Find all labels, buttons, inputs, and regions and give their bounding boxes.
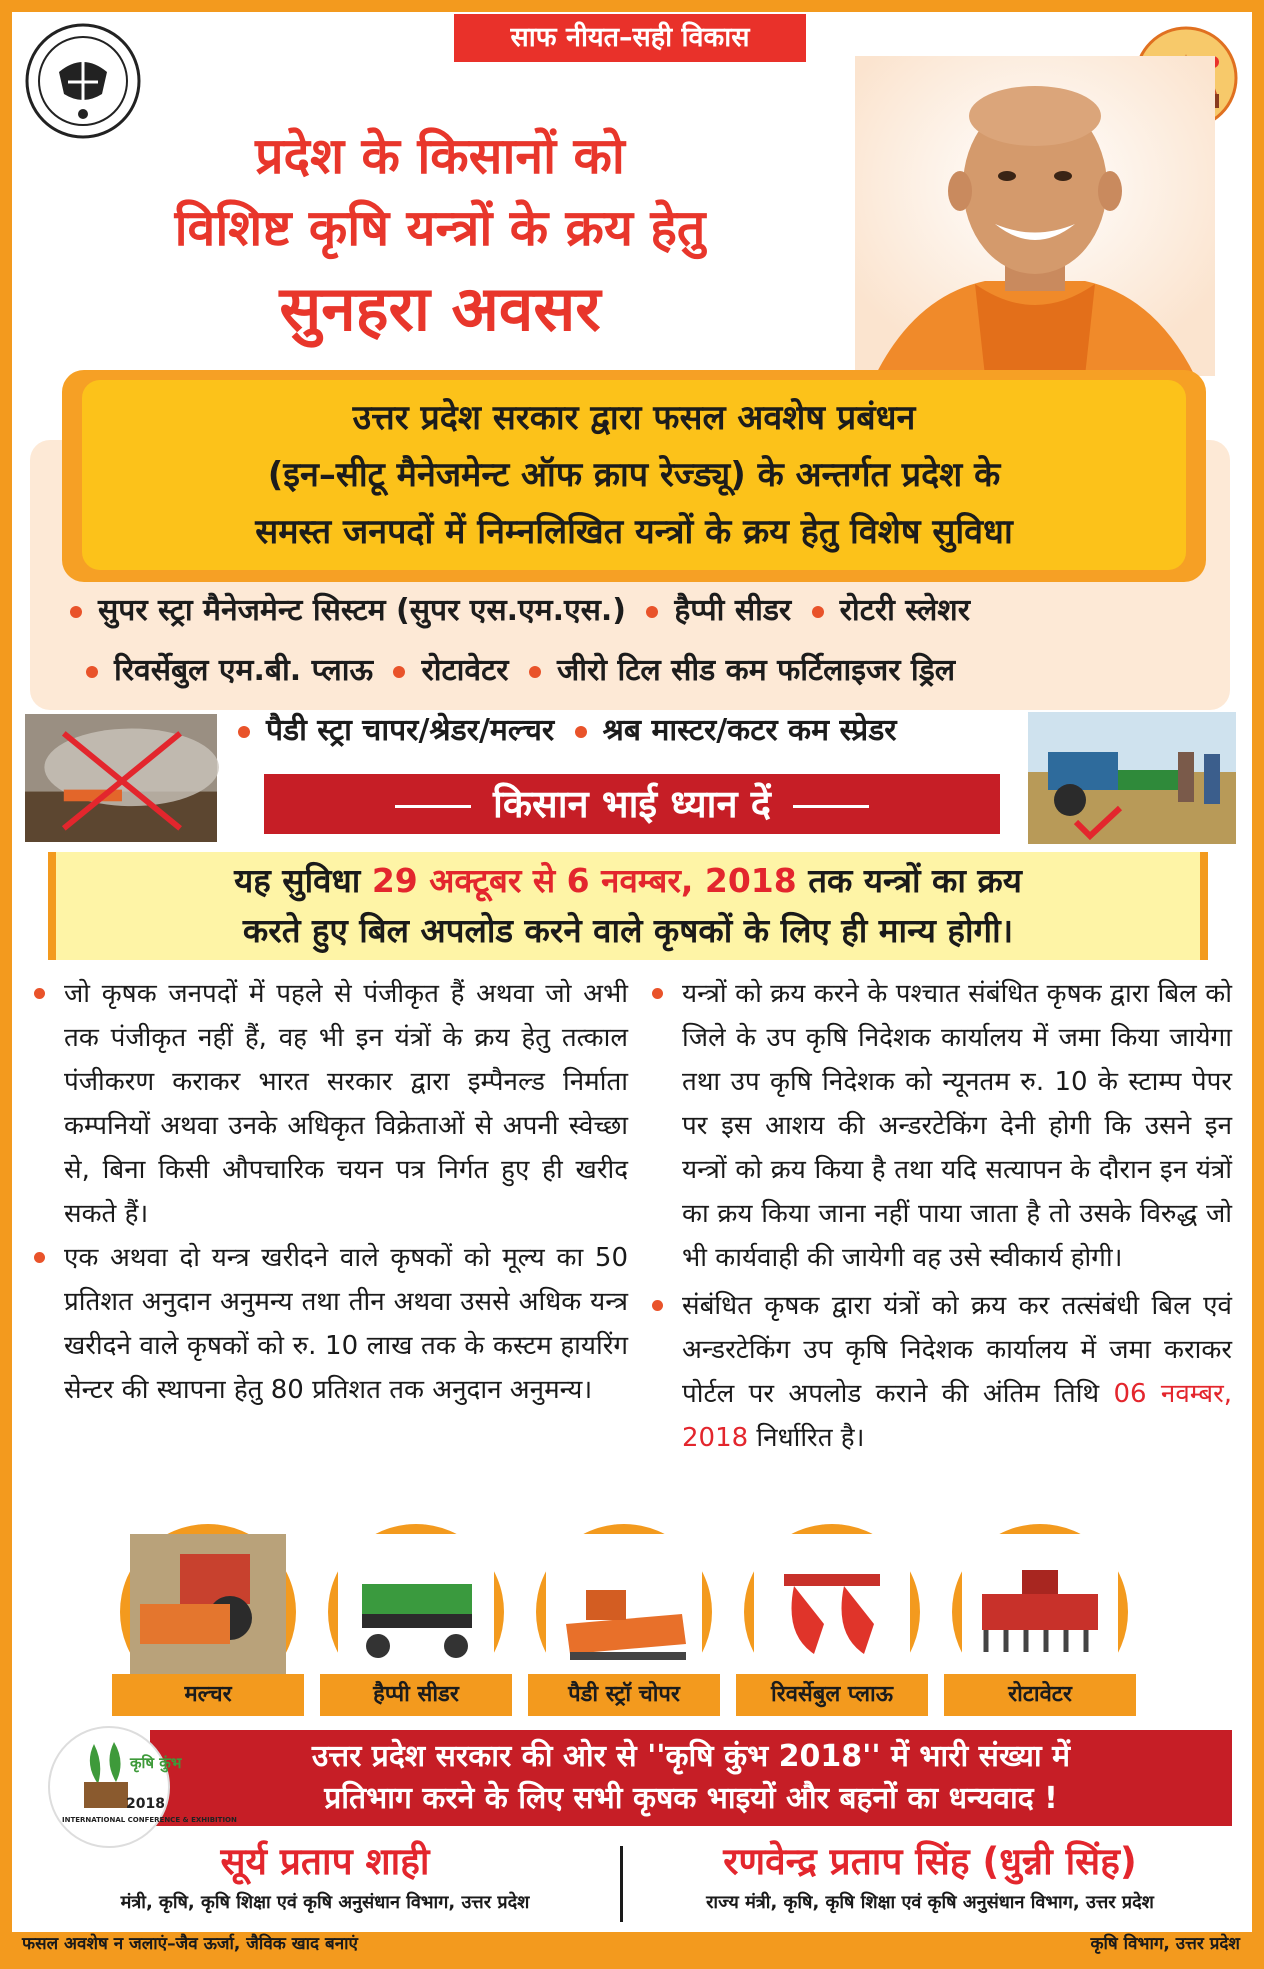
equipment-row-2 bbox=[76, 648, 955, 689]
minister-1 bbox=[40, 1836, 610, 1918]
bullet-icon bbox=[652, 988, 663, 999]
chief-minister-portrait bbox=[855, 56, 1215, 376]
bullet-icon bbox=[238, 726, 250, 738]
headline-line-1: प्रदेश के किसानों को bbox=[255, 127, 625, 185]
equipment-item: रोटरी स्लेशर bbox=[839, 593, 970, 628]
bullet-icon bbox=[529, 666, 541, 678]
equipment-item: पैडी स्ट्रा चापर/श्रेडर/मल्चर bbox=[266, 713, 555, 748]
scheme-line-1: उत्तर प्रदेश सरकार द्वारा फसल अवशेष प्रबंधन bbox=[352, 398, 916, 438]
validity-note bbox=[48, 852, 1208, 960]
validity-dates: 29 अक्टूबर से 6 नवम्बर, 2018 bbox=[371, 861, 797, 900]
minister-2 bbox=[630, 1836, 1230, 1918]
minister-name: रणवेन्द्र प्रताप सिंह (धुन्नी सिंह) bbox=[723, 1840, 1137, 1883]
machine-label: रोटावेटर bbox=[944, 1674, 1136, 1716]
deadline-date: 06 नवम्बर, 2018 bbox=[682, 1379, 1233, 1453]
equipment-item: रिवर्सेबुल एम.बी. प्लाऊ bbox=[114, 653, 374, 688]
thanks-line-1: उत्तर प्रदेश सरकार की ओर से ''कृषि कुंभ 2018'' में भारी संख्या में bbox=[311, 1739, 1071, 1774]
scheme-line-2: (इन–सीटू मैनेजमेन्ट ऑफ क्राप रेज्ड्यू) के अन्तर्गत प्रदेश के bbox=[267, 455, 1001, 495]
footer-slogan: फसल अवशेष न जलाएं–जैव ऊर्जा, जैविक खाद बनाएं bbox=[22, 1934, 358, 1954]
machine-label: हैप्पी सीडर bbox=[320, 1674, 512, 1716]
mulcher-icon bbox=[130, 1534, 286, 1690]
bullet-icon bbox=[34, 1252, 45, 1263]
rotavator-icon bbox=[962, 1534, 1118, 1690]
equipment-item: हैप्पी सीडर bbox=[674, 593, 792, 628]
machine-happy-seeder bbox=[328, 1524, 504, 1724]
thanks-line-2: प्रतिभाग करने के लिए सभी कृषक भाइयों और बहनों का धन्यवाद ! bbox=[324, 1781, 1058, 1816]
paddy-straw-chopper-icon bbox=[546, 1534, 702, 1690]
minister-designation: राज्य मंत्री, कृषि, कृषि शिक्षा एवं कृषि अनुसंधान विभाग, उत्तर प्रदेश bbox=[706, 1892, 1154, 1913]
farmers-attention-banner bbox=[264, 774, 1000, 834]
footer-department: कृषि विभाग, उत्तर प्रदेश bbox=[1090, 1934, 1240, 1954]
scheme-description bbox=[82, 380, 1186, 570]
validity-post: तक यन्त्रों का क्रय bbox=[796, 861, 1022, 900]
krishi-kumbh-2018-logo-icon bbox=[44, 1724, 237, 1850]
machine-paddy-straw-chopper bbox=[536, 1524, 712, 1724]
bullet-icon bbox=[70, 606, 82, 618]
krishi-logo-title: कृषि कुंभ bbox=[130, 1754, 182, 1772]
tractor-field-photo bbox=[1028, 712, 1236, 844]
decorative-line bbox=[793, 805, 869, 808]
thanks-banner bbox=[150, 1730, 1232, 1826]
headline-line-2: विशिष्ट कृषि यन्त्रों के क्रय हेतु bbox=[174, 199, 706, 257]
machine-label: मल्चर bbox=[112, 1674, 304, 1716]
krishi-logo-sub: INTERNATIONAL CONFERENCE & EXHIBITION bbox=[62, 1816, 237, 1824]
bullet-icon bbox=[652, 1300, 663, 1311]
machine-rotavator bbox=[952, 1524, 1128, 1724]
decorative-line bbox=[395, 805, 471, 808]
right-point-2: संबंधित कृषक द्वारा यंत्रों को क्रय कर तत्संबंधी बिल एवं अन्डरटेकिंग उप कृषि निदेशक कार्यालय में जमा कराकर पोर्टल पर अपलोड कराने की अंतिम तिथि 06 नवम्बर, 2018 निर्धारित है। bbox=[646, 1284, 1232, 1460]
bullet-icon bbox=[812, 606, 824, 618]
machine-mulcher bbox=[120, 1524, 296, 1724]
machine-label: पैडी स्ट्रॉ चोपर bbox=[528, 1674, 720, 1716]
minister-divider bbox=[620, 1846, 623, 1922]
left-column bbox=[28, 972, 628, 1412]
burning-stubble-photo bbox=[22, 712, 220, 844]
bullet-icon bbox=[34, 988, 45, 999]
equipment-item: रोटावेटर bbox=[421, 653, 509, 688]
equipment-item: श्रब मास्टर/कटर कम स्प्रेडर bbox=[602, 713, 897, 748]
left-point-2: एक अथवा दो यन्त्र खरीदने वाले कृषकों को मूल्य का 50 प्रतिशत अनुदान अनुमन्य तथा तीन अथवा उससे अधिक यन्त्र खरीदने वाले कृषकों को रु. 10 लाख तक के कस्टम हायरिंग सेन्टर की स्थापना हेतु 80 प्रतिशत तक अनुदान अनुमन्य। bbox=[28, 1236, 628, 1412]
notice-title: किसान भाई ध्यान दें bbox=[493, 782, 771, 826]
minister-name: सूर्य प्रताप शाही bbox=[220, 1840, 430, 1883]
headline-line-3: सुनहरा अवसर bbox=[279, 272, 601, 345]
krishi-logo-year: 2018 bbox=[126, 1796, 165, 1812]
validity-pre: यह सुविधा bbox=[234, 861, 372, 900]
scheme-line-3: समस्त जनपदों में निम्नलिखित यन्त्रों के क्रय हेतु विशेष सुविधा bbox=[255, 512, 1013, 552]
bullet-icon bbox=[646, 606, 658, 618]
machine-label: रिवर्सेबुल प्लाऊ bbox=[736, 1674, 928, 1716]
headline bbox=[30, 120, 850, 354]
right-column bbox=[646, 972, 1232, 1460]
tagline-banner: साफ नीयत–सही विकास bbox=[454, 14, 806, 62]
minister-designation: मंत्री, कृषि, कृषि शिक्षा एवं कृषि अनुसंधान विभाग, उत्तर प्रदेश bbox=[120, 1892, 530, 1913]
bullet-icon bbox=[86, 666, 98, 678]
validity-line-2: करते हुए बिल अपलोड करने वाले कृषकों के लिए ही मान्य होगी। bbox=[242, 911, 1014, 950]
bullet-icon bbox=[575, 726, 587, 738]
bullet-icon bbox=[393, 666, 405, 678]
equipment-item: सुपर स्ट्रा मैनेजमेन्ट सिस्टम (सुपर एस.एम.एस.) bbox=[98, 593, 626, 628]
equipment-item: जीरो टिल सीड कम फर्टिलाइजर ड्रिल bbox=[556, 653, 956, 688]
machine-gallery bbox=[120, 1524, 1160, 1724]
equipment-row-1 bbox=[60, 588, 970, 629]
machine-reversible-plough bbox=[744, 1524, 920, 1724]
happy-seeder-icon bbox=[338, 1534, 494, 1690]
left-point-1: जो कृषक जनपदों में पहले से पंजीकृत हैं अथवा जो अभी तक पंजीकृत नहीं हैं, वह भी इन यंत्रों के क्रय हेतु तत्काल पंजीकरण कराकर भारत सरकार द्वारा इम्पैनल्ड निर्माता कम्पनियों अथवा उनके अधिकृत विक्रेताओं से अपनी स्वेच्छा से, बिना किसी औपचारिक चयन पत्र निर्गत हुए ही खरीद सकते हैं। bbox=[28, 972, 628, 1236]
reversible-plough-icon bbox=[754, 1534, 910, 1690]
equipment-row-3 bbox=[228, 708, 897, 749]
footer-strip bbox=[12, 1932, 1252, 1957]
right-point-1: यन्त्रों को क्रय करने के पश्चात संबंधित कृषक द्वारा बिल को जिले के उप कृषि निदेशक कार्यालय में जमा किया जायेगा तथा उप कृषि निदेशक को न्यूनतम रु. 10 के स्टाम्प पेपर पर इस आशय की अन्डरटेकिंग देनी होगी कि उसने इन यन्त्रों को क्रय किया है तथा यदि सत्यापन के दौरान इन यंत्रों का क्रय किया जाना नहीं पाया जाता है तो उसके विरुद्ध जो भी कार्यवाही की जायेगी वह उसे स्वीकार्य होगी। bbox=[646, 972, 1232, 1280]
